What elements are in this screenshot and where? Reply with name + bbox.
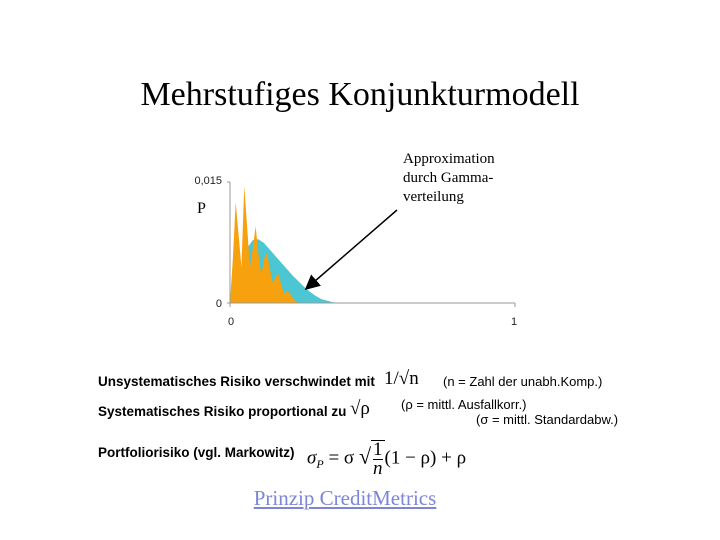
note-n: (n = Zahl der unabh.Komp.)	[443, 374, 603, 389]
creditmetrics-link[interactable]: Prinzip CreditMetrics	[253, 486, 437, 510]
formula-sqrt-rho: √ρ	[350, 398, 370, 419]
statement-unsystematic-text: Unsystematisches Risiko verschwindet mit	[98, 374, 375, 389]
formula-one-over-sqrt-n: 1/√n	[384, 368, 419, 389]
annotation-line-1: Approximation	[403, 151, 495, 167]
annotation-line-3: verteilung	[403, 189, 464, 205]
note-sigma: (σ = mittl. Standardabw.)	[476, 412, 619, 427]
statement-systematic-risk	[98, 404, 346, 420]
statement-portfolio-text: Portfoliorisiko (vgl. Markowitz)	[98, 445, 295, 460]
annotation-line-2: durch Gamma-	[403, 170, 494, 186]
statement-unsystematic-risk	[98, 374, 375, 390]
chart-series-group	[230, 186, 344, 303]
note-rho: (ρ = mittl. Ausfallkorr.)	[401, 397, 527, 412]
statement-portfolio-risk	[98, 445, 295, 461]
x-tick-label-end: 1	[510, 316, 518, 328]
slide-title: Mehrstufiges Konjunkturmodell	[140, 76, 580, 113]
statement-systematic-text: Systematisches Risiko proportional zu	[98, 404, 347, 419]
y-tick-label-top: 0,015	[194, 175, 222, 187]
formula-portfolio-risk: $\sigma_P = \sigma$ √ $\frac{1}{n}$ (1 − ρ) + ρ	[307, 439, 467, 479]
annotation-box	[403, 150, 553, 207]
x-tick-label-start: 0	[227, 316, 235, 328]
y-tick-label-bottom: 0	[215, 298, 222, 310]
y-axis-label: P	[197, 200, 206, 217]
